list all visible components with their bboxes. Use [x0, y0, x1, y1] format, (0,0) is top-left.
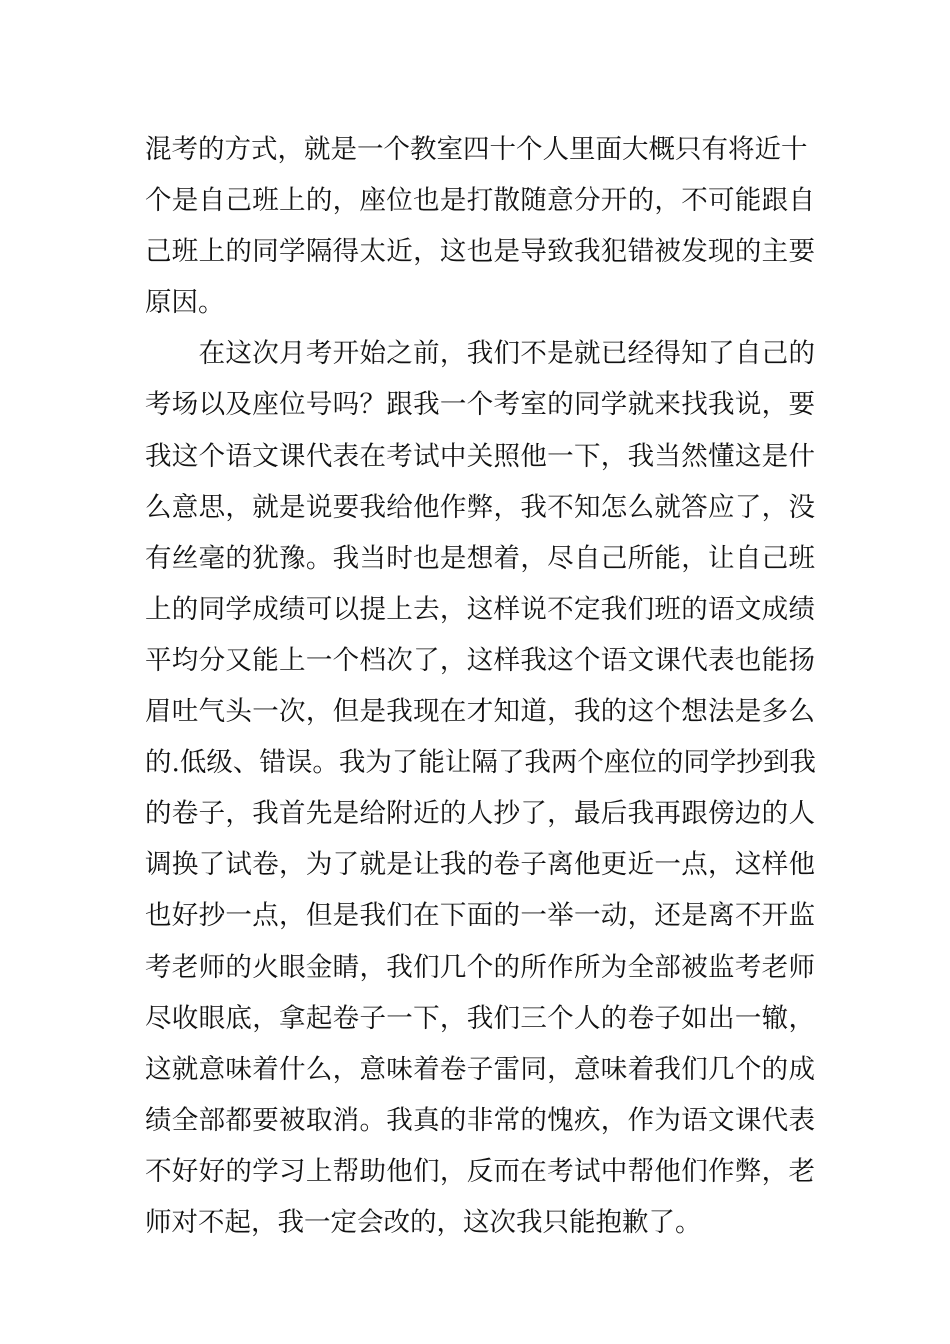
text-line: 原因。: [145, 287, 225, 319]
text-line: 有丝毫的犹豫。我当时也是想着，尽自己所能，让自己班: [145, 542, 815, 574]
text-line: 师对不起，我一定会改的，这次我只能抱歉了。: [145, 1206, 702, 1238]
text-line: 绩全部都要被取消。我真的非常的愧疚，作为语文课代表: [145, 1104, 815, 1136]
text-line: 么意思，就是说要我给他作弊，我不知怎么就答应了，没: [145, 491, 815, 523]
text-line: 混考的方式，就是一个教室四十个人里面大概只有将近十: [145, 134, 808, 165]
text-line: 己班上的同学隔得太近，这也是导致我犯错被发现的主要: [145, 236, 815, 268]
text-line: 眉吐气头一次，但是我现在才知道，我的这个想法是多么: [145, 696, 815, 728]
text-line: 在这次月考开始之前，我们不是就已经得知了自己的: [145, 338, 815, 370]
text-line: 考场以及座位号吗？跟我一个考室的同学就来找我说，要: [145, 389, 815, 421]
text-line: 的.低级、错误。我为了能让隔了我两个座位的同学抄到我: [145, 747, 816, 779]
body-text: [145, 124, 815, 1248]
text-line: 调换了试卷，为了就是让我的卷子离他更近一点，这样他: [145, 849, 815, 881]
text-line: 尽收眼底，拿起卷子一下，我们三个人的卷子如出一辙，: [145, 1002, 815, 1034]
text-line: 的卷子，我首先是给附近的人抄了，最后我再跟傍边的人: [145, 798, 815, 830]
text-line: 我这个语文课代表在考试中关照他一下，我当然懂这是什: [145, 440, 815, 472]
text-line: 考老师的火眼金睛，我们几个的所作所为全部被监考老师: [145, 951, 815, 983]
text-line: 上的同学成绩可以提上去，这样说不定我们班的语文成绩: [145, 593, 815, 625]
text-line: 这就意味着什么，意味着卷子雷同，意味着我们几个的成: [145, 1053, 815, 1085]
text-line: 平均分又能上一个档次了，这样我这个语文课代表也能扬: [145, 644, 815, 676]
text-line: 个是自己班上的，座位也是打散随意分开的，不可能跟自: [145, 185, 815, 217]
text-line: 也好抄一点，但是我们在下面的一举一动，还是离不开监: [145, 900, 815, 932]
text-line: 不好好的学习上帮助他们，反而在考试中帮他们作弊，老: [145, 1155, 815, 1187]
